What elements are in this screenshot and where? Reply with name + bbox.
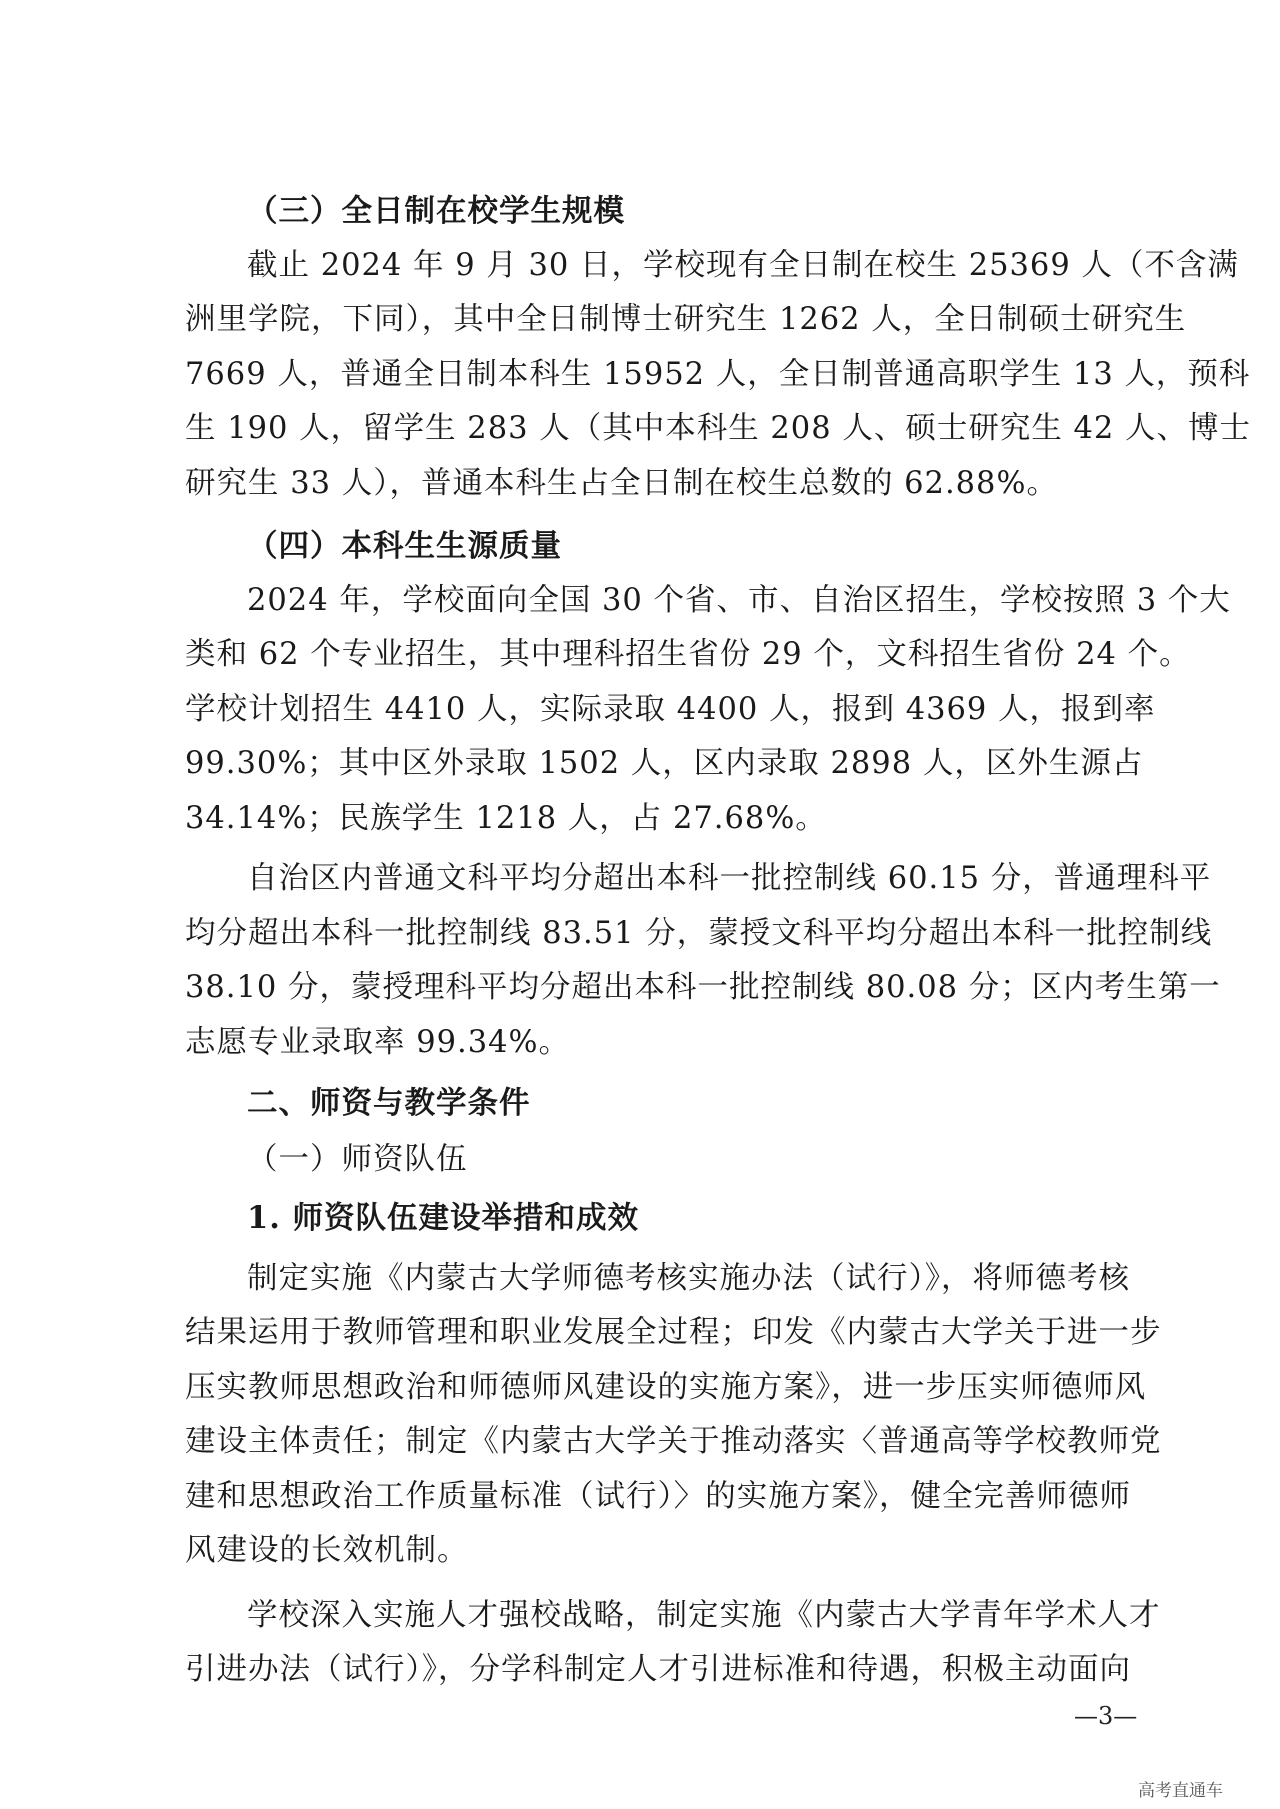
paragraph-line: 引进办法（试行）》，分学科制定人才引进标准和待遇，积极主动面向: [185, 1652, 1131, 1687]
paragraph-line: 生 190 人，留学生 283 人（其中本科生 208 人、硕士研究生 42 人、博士: [185, 411, 1252, 446]
paragraph-line: （一）师资队伍: [247, 1141, 468, 1177]
paragraph-line: 洲里学院，下同），其中全日制博士研究生 1262 人，全日制硕士研究生: [185, 302, 1187, 337]
paragraph-line: 类和 62 个专业招生，其中理科招生省份 29 个，文科招生省份 24 个。: [185, 637, 1191, 672]
paragraph-line: 风建设的长效机制。: [185, 1533, 469, 1568]
watermark-text: 高考直通车: [1138, 1781, 1223, 1801]
section-heading: 1. 师资队伍建设举措和成效: [247, 1200, 639, 1236]
paragraph-line: 34.14%；民族学生 1218 人，占 27.68%。: [185, 800, 827, 836]
paragraph-line: 压实教师思想政治和师德师风建设的实施方案》，进一步压实师德师风: [185, 1369, 1147, 1405]
paragraph-line: 7669 人，普通全日制本科生 15952 人，全日制普通高职学生 13 人，预科: [185, 356, 1251, 392]
paragraph-line: 建设主体责任；制定《内蒙古大学关于推动落实〈普通高等学校教师党: [185, 1424, 1162, 1459]
paragraph-line: 99.30%；其中区外录取 1502 人，区内录取 2898 人，区外生源占: [185, 746, 1144, 781]
paragraph-line: 志愿专业录取率 99.34%。: [185, 1024, 570, 1060]
page-number: —3—: [1074, 1702, 1138, 1730]
paragraph-line: 38.10 分，蒙授理科平均分超出本科一批控制线 80.08 分；区内考生第一: [185, 970, 1221, 1005]
paragraph-line: 研究生 33 人），普通本科生占全日制在校生总数的 62.88%。: [185, 465, 1058, 501]
section-heading: 二、师资与教学条件: [247, 1085, 531, 1121]
document-body: [185, 184, 1252, 1698]
section-heading: （三）全日制在校学生规模: [247, 193, 625, 229]
paragraph-line: 自治区内普通文科平均分超出本科一批控制线 60.15 分，普通理科平: [247, 861, 1212, 896]
paragraph-line: 结果运用于教师管理和职业发展全过程；印发《内蒙古大学关于进一步: [185, 1315, 1162, 1350]
paragraph-line: 2024 年，学校面向全国 30 个省、市、自治区招生，学校按照 3 个大: [247, 582, 1231, 618]
paragraph-line: 制定实施《内蒙古大学师德考核实施办法（试行）》，将师德考核: [247, 1260, 1130, 1296]
paragraph-line: 均分超出本科一批控制线 83.51 分，蒙授文科平均分超出本科一批控制线: [185, 915, 1213, 951]
paragraph-line: 建和思想政治工作质量标准（试行）〉的实施方案》，健全完善师德师: [185, 1478, 1131, 1514]
paragraph-line: 学校计划招生 4410 人，实际录取 4400 人，报到 4369 人，报到率: [185, 691, 1156, 727]
section-heading: （四）本科生生源质量: [247, 528, 562, 564]
paragraph-line: 截止 2024 年 9 月 30 日，学校现有全日制在校生 25369 人（不含满: [247, 247, 1239, 283]
paragraph-line: 学校深入实施人才强校战略，制定实施《内蒙古大学青年学术人才: [247, 1597, 1161, 1633]
